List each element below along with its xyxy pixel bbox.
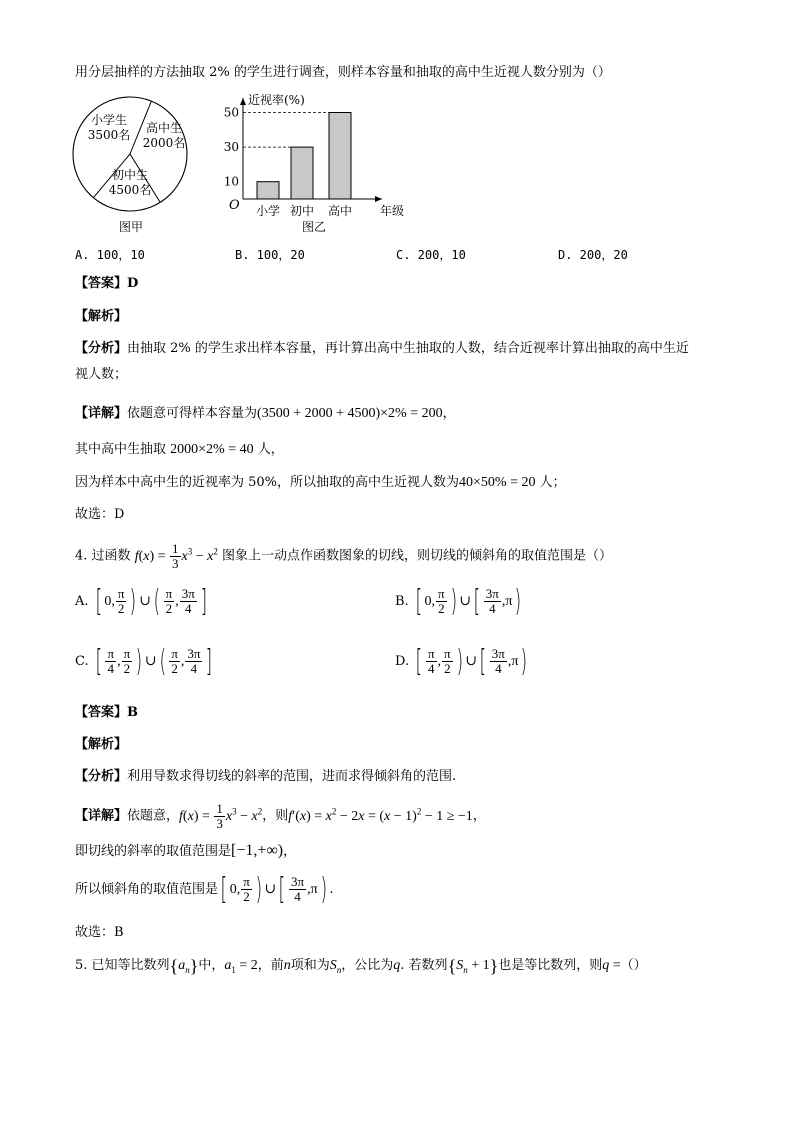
- pie-chart: [66, 94, 196, 244]
- q3-stem: 用分层抽样的方法抽取 2% 的学生进行调查，则样本容量和抽取的高中生近视人数分别为（）: [75, 65, 611, 80]
- q4-option-b-label: B.: [395, 594, 409, 609]
- q4-stem-pre: 4. 过函数: [75, 548, 131, 564]
- q4-xiangjie-end: ，: [472, 808, 486, 824]
- q3-line-2-math: 2000×2% = 40: [170, 442, 254, 457]
- x-tick-label-2: 高中: [327, 204, 353, 218]
- q3-analysis-title: 【解析】: [75, 309, 128, 324]
- q4-line-3-text: 所以倾斜角的取值范围是: [75, 882, 219, 897]
- q4-fenxi: [75, 768, 456, 786]
- q5-stem-5: ，公比为: [341, 958, 394, 974]
- q3-option-b[interactable]: B. 100，20: [235, 248, 305, 262]
- q4-option-d-label: D.: [395, 654, 410, 669]
- y-tick-label-2: 50: [224, 105, 239, 120]
- q5-stem-4: 项和为: [290, 958, 330, 974]
- q5-stem-2: 中，: [198, 958, 225, 974]
- q4-xiangjie-pre: 依题意，: [127, 808, 180, 824]
- q3-line-3-math: 40×50% = 20: [459, 475, 536, 490]
- q4-line-2-text: 即切线的斜率的取值范围是: [75, 844, 232, 859]
- y-tick-label-0: 10: [224, 174, 239, 189]
- q4-xiangjie-mid: ，则: [262, 808, 289, 824]
- q3-choice: 故选：D: [75, 507, 125, 522]
- q4-line-3: 所以倾斜角的取值范围是[ 0, $\frac{\pi}{2}$ ) ∪[ $\frac{3\pi}{4}$ ,π) .: [75, 871, 334, 907]
- bar-1: [291, 147, 313, 199]
- q3-option-a[interactable]: A. 100，10: [75, 248, 145, 262]
- q3-fenxi-1: [75, 340, 689, 358]
- q5-stem-8: （）: [620, 958, 647, 974]
- y-axis-label: 近视率(%): [248, 93, 305, 107]
- bar-caption: 图乙: [301, 220, 327, 234]
- q4-line-3-end: .: [329, 882, 334, 897]
- q4-line-2: [75, 842, 296, 861]
- q3-line-3-text: 因为样本中高中生的近视率为 50%，所以抽取的高中生近视人数为: [75, 475, 460, 490]
- q4-analysis-title: 【解析】: [75, 737, 128, 752]
- q3-xiangjie-end: ，: [442, 406, 456, 421]
- pie-caption: 图甲: [118, 220, 144, 234]
- x-tick-label-0: 小学: [255, 204, 281, 218]
- bar-2: [329, 113, 351, 200]
- q3-xiangjie-label: 【详解】: [75, 406, 128, 421]
- q4-choice: 故选：B: [75, 925, 124, 940]
- q3-fenxi-2: 视人数；: [75, 367, 128, 382]
- q3-fenxi-text-1: 由抽取 2% 的学生求出样本容量，再计算出高中生抽取的人数，结合近视率计算出抽取的高中生近: [127, 341, 689, 356]
- q3-option-d[interactable]: D. 200，20: [558, 248, 628, 262]
- q5-stem-6: . 若数列: [400, 958, 448, 974]
- q4-xiangjie-label: 【详解】: [75, 808, 128, 824]
- y-tick-label-1: 30: [224, 140, 239, 155]
- q5-stem: 5. 已知等比数列$\{a_n\}$中，$a_1 = 2$，前n项和为$S_n$，公比为q. 若数列$\{S_n + 1\}$也是等比数列，则q =（）: [75, 956, 647, 976]
- q3-line-2: [75, 441, 284, 459]
- q4-stem-post: 图象上一动点作函数图象的切线，则切线的倾斜角的取值范围是（）: [222, 548, 613, 564]
- q3-xiangjie-1: [75, 405, 456, 423]
- q4-answer: 【答案】B: [75, 705, 138, 720]
- q3-answer: 【答案】D: [75, 276, 139, 291]
- pie-slice-label-0: 小学生 3500名: [87, 113, 131, 142]
- bar-chart: [224, 88, 414, 244]
- bar-0: [257, 182, 279, 199]
- q3-fenxi-label: 【分析】: [75, 341, 128, 356]
- q4-option-c-label: C.: [75, 654, 89, 669]
- q4-line-2-math: [−1,+∞): [231, 842, 284, 859]
- q4-option-a[interactable]: A. [ 0, $\frac{\pi}{2}$ ) ∪( $\frac{\pi}{2}$ , $\frac{3\pi}{4}$ ]: [75, 583, 207, 619]
- origin-label: O: [229, 198, 240, 213]
- x-axis-label: 年级: [380, 204, 405, 218]
- x-axis-arrow: [375, 196, 382, 202]
- q4-xiangjie: 【详解】依题意，f(x) = $\frac{1}{3}$ $x^3 - x^2$，则$f'(x) = x^2 - 2x = (x - 1)^2 - 1 \ge -1$，: [75, 800, 486, 831]
- q4-stem: [75, 534, 612, 574]
- q4-function: f(x) = $\frac{1}{3}$ $x^3 - x^2$: [134, 540, 218, 571]
- q3-option-c[interactable]: C. 200，10: [396, 248, 466, 262]
- pie-slice-label-1: 高中生 2000名: [142, 121, 186, 150]
- q4-option-a-label: A.: [75, 594, 89, 609]
- q3-xiangjie-math: (3500 + 2000 + 4500)×2% = 200: [257, 406, 443, 421]
- q3-xiangjie-text: 依题意可得样本容量为: [127, 406, 258, 421]
- q4-option-d[interactable]: D. [ $\frac{\pi}{4}$ , $\frac{\pi}{2}$ ) ∪[ $\frac{3\pi}{4}$ ,π): [395, 643, 528, 679]
- x-tick-label-1: 初中: [289, 204, 315, 218]
- q3-line-3: [75, 474, 566, 492]
- q5-stem-1: 5. 已知等比数列: [75, 958, 170, 974]
- q5-stem-3: ，前: [257, 958, 284, 974]
- q3-line-2-text: 其中高中生抽取: [75, 442, 167, 457]
- y-axis-arrow: [240, 98, 246, 105]
- q4-option-b[interactable]: B. [ 0, $\frac{\pi}{2}$ ) ∪[ $\frac{3\pi}{4}$ ,π): [395, 583, 522, 619]
- q5-stem-7: 也是等比数列，则: [498, 958, 603, 974]
- q4-option-c[interactable]: C. [ $\frac{\pi}{4}$ , $\frac{\pi}{2}$ ) ∪( $\frac{\pi}{2}$ , $\frac{3\pi}{4}$ ]: [75, 643, 213, 679]
- q4-line-2-end: ，: [283, 844, 297, 859]
- q3-line-2-end: 人，: [257, 442, 284, 457]
- pie-slice-label-2: 初中生 4500名: [108, 168, 152, 197]
- q3-line-3-end: 人；: [539, 475, 566, 490]
- q4-fenxi-text: 利用导数求得切线的斜率的范围，进而求得倾斜角的范围.: [127, 769, 457, 784]
- q4-fenxi-label: 【分析】: [75, 769, 128, 784]
